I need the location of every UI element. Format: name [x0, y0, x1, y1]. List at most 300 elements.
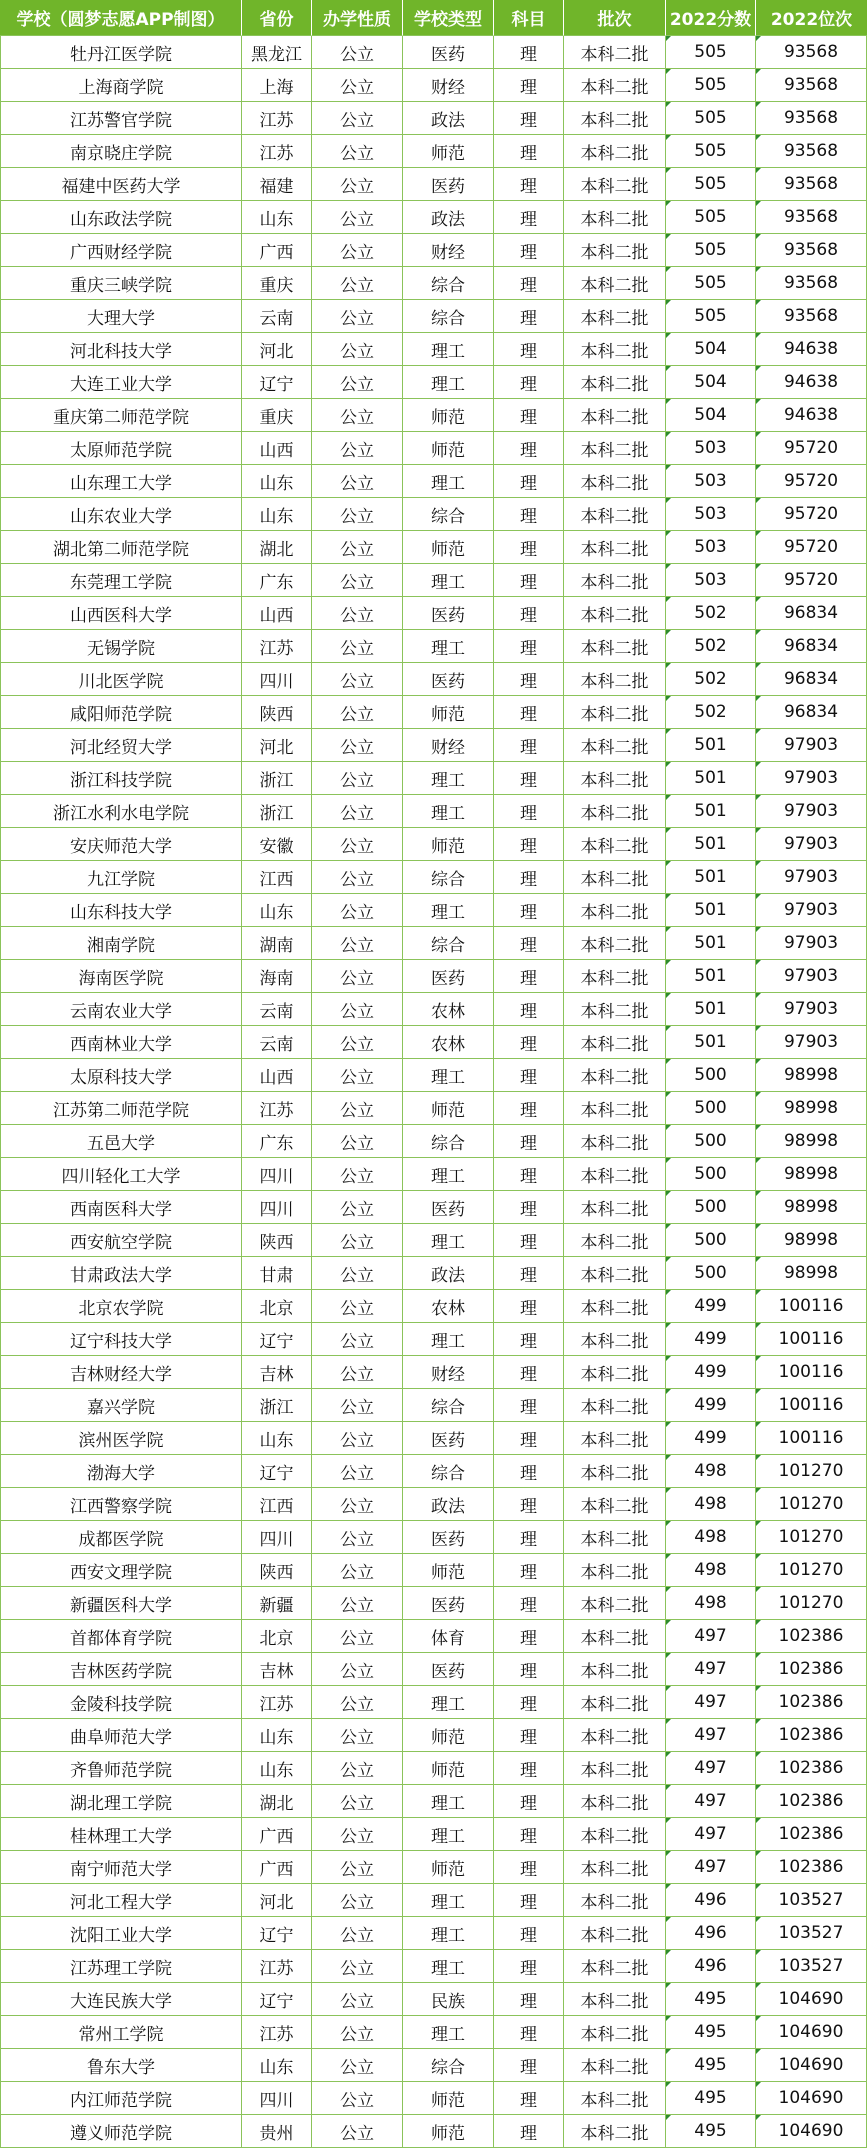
cell-school-type[interactable]: 农林	[403, 1026, 494, 1059]
cell-score[interactable]: 501	[666, 795, 756, 828]
cell-ownership[interactable]: 公立	[312, 993, 403, 1026]
cell-batch[interactable]: 本科二批	[564, 861, 666, 894]
cell-rank[interactable]: 101270	[756, 1554, 867, 1587]
cell-rank[interactable]: 102386	[756, 1686, 867, 1719]
cell-subject[interactable]: 理	[494, 1752, 564, 1785]
cell-school[interactable]: 大连民族大学	[0, 1983, 242, 2016]
cell-ownership[interactable]: 公立	[312, 1983, 403, 2016]
cell-ownership[interactable]: 公立	[312, 2115, 403, 2148]
cell-rank[interactable]: 101270	[756, 1488, 867, 1521]
table-row[interactable]	[0, 1521, 867, 1554]
cell-province[interactable]: 贵州	[242, 2115, 312, 2148]
cell-province[interactable]: 云南	[242, 1026, 312, 1059]
cell-school[interactable]: 曲阜师范大学	[0, 1719, 242, 1752]
cell-subject[interactable]: 理	[494, 201, 564, 234]
cell-score[interactable]: 495	[666, 2016, 756, 2049]
cell-batch[interactable]: 本科二批	[564, 1752, 666, 1785]
cell-score[interactable]: 500	[666, 1092, 756, 1125]
cell-ownership[interactable]: 公立	[312, 1059, 403, 1092]
cell-batch[interactable]: 本科二批	[564, 1884, 666, 1917]
cell-province[interactable]: 四川	[242, 1521, 312, 1554]
table-row[interactable]	[0, 1224, 867, 1257]
cell-score[interactable]: 501	[666, 762, 756, 795]
cell-school[interactable]: 安庆师范大学	[0, 828, 242, 861]
cell-ownership[interactable]: 公立	[312, 1686, 403, 1719]
cell-score[interactable]: 505	[666, 102, 756, 135]
cell-batch[interactable]: 本科二批	[564, 1059, 666, 1092]
cell-rank[interactable]: 100116	[756, 1323, 867, 1356]
cell-subject[interactable]: 理	[494, 1158, 564, 1191]
cell-batch[interactable]: 本科二批	[564, 1092, 666, 1125]
cell-ownership[interactable]: 公立	[312, 399, 403, 432]
cell-province[interactable]: 黑龙江	[242, 36, 312, 69]
cell-batch[interactable]: 本科二批	[564, 762, 666, 795]
cell-school-type[interactable]: 师范	[403, 1752, 494, 1785]
table-row[interactable]	[0, 861, 867, 894]
cell-province[interactable]: 江苏	[242, 1950, 312, 1983]
cell-ownership[interactable]: 公立	[312, 828, 403, 861]
cell-subject[interactable]: 理	[494, 1950, 564, 1983]
cell-ownership[interactable]: 公立	[312, 102, 403, 135]
cell-subject[interactable]: 理	[494, 861, 564, 894]
cell-score[interactable]: 505	[666, 234, 756, 267]
cell-school-type[interactable]: 政法	[403, 201, 494, 234]
cell-batch[interactable]: 本科二批	[564, 2082, 666, 2115]
cell-province[interactable]: 云南	[242, 300, 312, 333]
cell-ownership[interactable]: 公立	[312, 1158, 403, 1191]
cell-school[interactable]: 牡丹江医学院	[0, 36, 242, 69]
cell-subject[interactable]: 理	[494, 795, 564, 828]
cell-batch[interactable]: 本科二批	[564, 36, 666, 69]
cell-rank[interactable]: 94638	[756, 333, 867, 366]
table-row[interactable]	[0, 1587, 867, 1620]
cell-school-type[interactable]: 综合	[403, 1455, 494, 1488]
cell-subject[interactable]: 理	[494, 498, 564, 531]
cell-school-type[interactable]: 师范	[403, 828, 494, 861]
cell-score[interactable]: 502	[666, 663, 756, 696]
cell-province[interactable]: 福建	[242, 168, 312, 201]
cell-school-type[interactable]: 民族	[403, 1983, 494, 2016]
cell-batch[interactable]: 本科二批	[564, 1257, 666, 1290]
cell-batch[interactable]: 本科二批	[564, 1224, 666, 1257]
table-row[interactable]	[0, 1653, 867, 1686]
cell-score[interactable]: 500	[666, 1158, 756, 1191]
cell-ownership[interactable]: 公立	[312, 69, 403, 102]
cell-batch[interactable]: 本科二批	[564, 1917, 666, 1950]
cell-school[interactable]: 齐鲁师范学院	[0, 1752, 242, 1785]
cell-subject[interactable]: 理	[494, 927, 564, 960]
cell-batch[interactable]: 本科二批	[564, 564, 666, 597]
cell-province[interactable]: 江苏	[242, 1092, 312, 1125]
cell-ownership[interactable]: 公立	[312, 1818, 403, 1851]
cell-school-type[interactable]: 理工	[403, 762, 494, 795]
cell-ownership[interactable]: 公立	[312, 1884, 403, 1917]
cell-subject[interactable]: 理	[494, 1719, 564, 1752]
cell-batch[interactable]: 本科二批	[564, 894, 666, 927]
cell-rank[interactable]: 98998	[756, 1257, 867, 1290]
cell-batch[interactable]: 本科二批	[564, 1983, 666, 2016]
cell-score[interactable]: 500	[666, 1191, 756, 1224]
cell-school-type[interactable]: 体育	[403, 1620, 494, 1653]
cell-school-type[interactable]: 师范	[403, 1719, 494, 1752]
table-row[interactable]	[0, 894, 867, 927]
table-row[interactable]	[0, 267, 867, 300]
cell-ownership[interactable]: 公立	[312, 234, 403, 267]
cell-batch[interactable]: 本科二批	[564, 1950, 666, 1983]
cell-ownership[interactable]: 公立	[312, 1785, 403, 1818]
cell-rank[interactable]: 96834	[756, 597, 867, 630]
cell-rank[interactable]: 97903	[756, 795, 867, 828]
cell-school-type[interactable]: 财经	[403, 729, 494, 762]
cell-score[interactable]: 504	[666, 366, 756, 399]
cell-school[interactable]: 山东政法学院	[0, 201, 242, 234]
cell-school-type[interactable]: 师范	[403, 1092, 494, 1125]
cell-batch[interactable]: 本科二批	[564, 1554, 666, 1587]
cell-ownership[interactable]: 公立	[312, 597, 403, 630]
cell-school-type[interactable]: 医药	[403, 1521, 494, 1554]
table-row[interactable]	[0, 1455, 867, 1488]
table-row[interactable]	[0, 1290, 867, 1323]
cell-school-type[interactable]: 农林	[403, 993, 494, 1026]
cell-province[interactable]: 陕西	[242, 1554, 312, 1587]
cell-subject[interactable]: 理	[494, 1026, 564, 1059]
cell-school-type[interactable]: 财经	[403, 69, 494, 102]
cell-ownership[interactable]: 公立	[312, 696, 403, 729]
cell-province[interactable]: 海南	[242, 960, 312, 993]
cell-school-type[interactable]: 农林	[403, 1290, 494, 1323]
cell-ownership[interactable]: 公立	[312, 1488, 403, 1521]
cell-ownership[interactable]: 公立	[312, 1917, 403, 1950]
cell-subject[interactable]: 理	[494, 1884, 564, 1917]
cell-score[interactable]: 503	[666, 531, 756, 564]
cell-province[interactable]: 山东	[242, 1719, 312, 1752]
cell-province[interactable]: 山东	[242, 2049, 312, 2082]
cell-rank[interactable]: 103527	[756, 1884, 867, 1917]
cell-province[interactable]: 江苏	[242, 2016, 312, 2049]
table-row[interactable]	[0, 1323, 867, 1356]
cell-school-type[interactable]: 师范	[403, 1851, 494, 1884]
cell-school[interactable]: 成都医学院	[0, 1521, 242, 1554]
cell-school[interactable]: 江苏理工学院	[0, 1950, 242, 1983]
cell-score[interactable]: 497	[666, 1686, 756, 1719]
cell-rank[interactable]: 102386	[756, 1752, 867, 1785]
cell-score[interactable]: 501	[666, 960, 756, 993]
cell-province[interactable]: 江苏	[242, 102, 312, 135]
cell-school[interactable]: 咸阳师范学院	[0, 696, 242, 729]
cell-rank[interactable]: 98998	[756, 1125, 867, 1158]
cell-school[interactable]: 福建中医药大学	[0, 168, 242, 201]
cell-province[interactable]: 浙江	[242, 1389, 312, 1422]
table-row[interactable]	[0, 960, 867, 993]
table-row[interactable]	[0, 630, 867, 663]
cell-score[interactable]: 504	[666, 399, 756, 432]
cell-ownership[interactable]: 公立	[312, 1356, 403, 1389]
cell-school-type[interactable]: 财经	[403, 1356, 494, 1389]
cell-school[interactable]: 南京晓庄学院	[0, 135, 242, 168]
cell-school[interactable]: 山西医科大学	[0, 597, 242, 630]
table-row[interactable]	[0, 399, 867, 432]
cell-school[interactable]: 浙江科技学院	[0, 762, 242, 795]
cell-school-type[interactable]: 综合	[403, 1389, 494, 1422]
cell-rank[interactable]: 100116	[756, 1389, 867, 1422]
cell-score[interactable]: 500	[666, 1125, 756, 1158]
cell-score[interactable]: 495	[666, 1983, 756, 2016]
table-row[interactable]	[0, 1785, 867, 1818]
cell-subject[interactable]: 理	[494, 894, 564, 927]
cell-ownership[interactable]: 公立	[312, 1752, 403, 1785]
cell-school-type[interactable]: 师范	[403, 2115, 494, 2148]
cell-school[interactable]: 太原师范学院	[0, 432, 242, 465]
cell-school[interactable]: 辽宁科技大学	[0, 1323, 242, 1356]
cell-batch[interactable]: 本科二批	[564, 663, 666, 696]
cell-province[interactable]: 山东	[242, 498, 312, 531]
cell-rank[interactable]: 100116	[756, 1422, 867, 1455]
cell-rank[interactable]: 95720	[756, 465, 867, 498]
cell-batch[interactable]: 本科二批	[564, 2016, 666, 2049]
cell-school[interactable]: 重庆第二师范学院	[0, 399, 242, 432]
cell-score[interactable]: 499	[666, 1323, 756, 1356]
cell-province[interactable]: 吉林	[242, 1356, 312, 1389]
cell-school-type[interactable]: 政法	[403, 1257, 494, 1290]
table-row[interactable]	[0, 2115, 867, 2148]
cell-rank[interactable]: 97903	[756, 762, 867, 795]
cell-subject[interactable]: 理	[494, 1653, 564, 1686]
cell-ownership[interactable]: 公立	[312, 1554, 403, 1587]
cell-rank[interactable]: 93568	[756, 300, 867, 333]
table-row[interactable]	[0, 795, 867, 828]
cell-school-type[interactable]: 医药	[403, 168, 494, 201]
cell-subject[interactable]: 理	[494, 36, 564, 69]
cell-rank[interactable]: 100116	[756, 1356, 867, 1389]
table-row[interactable]	[0, 36, 867, 69]
cell-subject[interactable]: 理	[494, 1092, 564, 1125]
cell-rank[interactable]: 102386	[756, 1851, 867, 1884]
cell-subject[interactable]: 理	[494, 1587, 564, 1620]
cell-batch[interactable]: 本科二批	[564, 1719, 666, 1752]
cell-school[interactable]: 海南医学院	[0, 960, 242, 993]
table-row[interactable]	[0, 762, 867, 795]
cell-subject[interactable]: 理	[494, 1224, 564, 1257]
cell-school[interactable]: 四川轻化工大学	[0, 1158, 242, 1191]
cell-batch[interactable]: 本科二批	[564, 1785, 666, 1818]
cell-school-type[interactable]: 理工	[403, 1950, 494, 1983]
cell-province[interactable]: 广东	[242, 1125, 312, 1158]
cell-school[interactable]: 上海商学院	[0, 69, 242, 102]
cell-score[interactable]: 501	[666, 894, 756, 927]
cell-province[interactable]: 浙江	[242, 795, 312, 828]
cell-rank[interactable]: 96834	[756, 696, 867, 729]
cell-school[interactable]: 鲁东大学	[0, 2049, 242, 2082]
cell-province[interactable]: 江西	[242, 861, 312, 894]
cell-score[interactable]: 505	[666, 36, 756, 69]
cell-subject[interactable]: 理	[494, 102, 564, 135]
cell-school-type[interactable]: 理工	[403, 894, 494, 927]
cell-batch[interactable]: 本科二批	[564, 267, 666, 300]
cell-score[interactable]: 501	[666, 927, 756, 960]
cell-batch[interactable]: 本科二批	[564, 1356, 666, 1389]
table-row[interactable]	[0, 1884, 867, 1917]
cell-subject[interactable]: 理	[494, 1422, 564, 1455]
table-row[interactable]	[0, 1158, 867, 1191]
cell-school-type[interactable]: 财经	[403, 234, 494, 267]
cell-school[interactable]: 九江学院	[0, 861, 242, 894]
cell-batch[interactable]: 本科二批	[564, 300, 666, 333]
cell-subject[interactable]: 理	[494, 366, 564, 399]
cell-school[interactable]: 无锡学院	[0, 630, 242, 663]
table-row[interactable]	[0, 102, 867, 135]
cell-school[interactable]: 常州工学院	[0, 2016, 242, 2049]
cell-subject[interactable]: 理	[494, 1059, 564, 1092]
cell-rank[interactable]: 95720	[756, 531, 867, 564]
cell-school-type[interactable]: 理工	[403, 630, 494, 663]
cell-school-type[interactable]: 师范	[403, 399, 494, 432]
cell-score[interactable]: 498	[666, 1455, 756, 1488]
cell-school-type[interactable]: 师范	[403, 1554, 494, 1587]
cell-school-type[interactable]: 政法	[403, 1488, 494, 1521]
cell-province[interactable]: 陕西	[242, 1224, 312, 1257]
cell-score[interactable]: 501	[666, 993, 756, 1026]
cell-rank[interactable]: 104690	[756, 1983, 867, 2016]
cell-ownership[interactable]: 公立	[312, 564, 403, 597]
cell-batch[interactable]: 本科二批	[564, 597, 666, 630]
cell-school[interactable]: 桂林理工大学	[0, 1818, 242, 1851]
table-row[interactable]	[0, 1488, 867, 1521]
cell-school[interactable]: 吉林财经大学	[0, 1356, 242, 1389]
cell-score[interactable]: 503	[666, 498, 756, 531]
cell-ownership[interactable]: 公立	[312, 36, 403, 69]
cell-school-type[interactable]: 医药	[403, 663, 494, 696]
cell-score[interactable]: 503	[666, 564, 756, 597]
cell-ownership[interactable]: 公立	[312, 333, 403, 366]
cell-subject[interactable]: 理	[494, 168, 564, 201]
cell-rank[interactable]: 97903	[756, 927, 867, 960]
cell-province[interactable]: 吉林	[242, 1653, 312, 1686]
cell-score[interactable]: 496	[666, 1950, 756, 1983]
cell-school-type[interactable]: 理工	[403, 1818, 494, 1851]
table-row[interactable]	[0, 1818, 867, 1851]
cell-school-type[interactable]: 理工	[403, 2016, 494, 2049]
cell-subject[interactable]: 理	[494, 729, 564, 762]
cell-rank[interactable]: 103527	[756, 1950, 867, 1983]
table-row[interactable]	[0, 2082, 867, 2115]
cell-school[interactable]: 山东理工大学	[0, 465, 242, 498]
cell-school[interactable]: 大连工业大学	[0, 366, 242, 399]
cell-province[interactable]: 甘肃	[242, 1257, 312, 1290]
table-row[interactable]	[0, 135, 867, 168]
cell-province[interactable]: 河北	[242, 333, 312, 366]
cell-school-type[interactable]: 综合	[403, 498, 494, 531]
table-row[interactable]	[0, 1620, 867, 1653]
cell-ownership[interactable]: 公立	[312, 1521, 403, 1554]
cell-batch[interactable]: 本科二批	[564, 795, 666, 828]
cell-rank[interactable]: 98998	[756, 1059, 867, 1092]
cell-score[interactable]: 497	[666, 1752, 756, 1785]
cell-batch[interactable]: 本科二批	[564, 1488, 666, 1521]
cell-subject[interactable]: 理	[494, 1323, 564, 1356]
cell-batch[interactable]: 本科二批	[564, 1158, 666, 1191]
cell-ownership[interactable]: 公立	[312, 300, 403, 333]
cell-subject[interactable]: 理	[494, 1389, 564, 1422]
cell-subject[interactable]: 理	[494, 564, 564, 597]
cell-school-type[interactable]: 理工	[403, 1059, 494, 1092]
table-row[interactable]	[0, 1191, 867, 1224]
cell-rank[interactable]: 93568	[756, 69, 867, 102]
table-row[interactable]	[0, 1851, 867, 1884]
cell-batch[interactable]: 本科二批	[564, 630, 666, 663]
cell-score[interactable]: 504	[666, 333, 756, 366]
table-row[interactable]	[0, 333, 867, 366]
table-row[interactable]	[0, 828, 867, 861]
cell-rank[interactable]: 98998	[756, 1224, 867, 1257]
table-row[interactable]	[0, 1719, 867, 1752]
cell-province[interactable]: 辽宁	[242, 1983, 312, 2016]
cell-batch[interactable]: 本科二批	[564, 828, 666, 861]
cell-school-type[interactable]: 理工	[403, 1323, 494, 1356]
cell-school[interactable]: 西安文理学院	[0, 1554, 242, 1587]
cell-ownership[interactable]: 公立	[312, 498, 403, 531]
cell-subject[interactable]: 理	[494, 69, 564, 102]
cell-ownership[interactable]: 公立	[312, 1620, 403, 1653]
cell-score[interactable]: 495	[666, 2082, 756, 2115]
cell-province[interactable]: 辽宁	[242, 1323, 312, 1356]
cell-batch[interactable]: 本科二批	[564, 201, 666, 234]
cell-school[interactable]: 江苏第二师范学院	[0, 1092, 242, 1125]
cell-batch[interactable]: 本科二批	[564, 531, 666, 564]
cell-school[interactable]: 五邑大学	[0, 1125, 242, 1158]
cell-ownership[interactable]: 公立	[312, 861, 403, 894]
cell-province[interactable]: 重庆	[242, 267, 312, 300]
table-row[interactable]	[0, 564, 867, 597]
cell-score[interactable]: 502	[666, 696, 756, 729]
cell-subject[interactable]: 理	[494, 2016, 564, 2049]
cell-rank[interactable]: 93568	[756, 234, 867, 267]
cell-batch[interactable]: 本科二批	[564, 432, 666, 465]
cell-school[interactable]: 西南林业大学	[0, 1026, 242, 1059]
cell-school[interactable]: 湖北理工学院	[0, 1785, 242, 1818]
cell-score[interactable]: 503	[666, 432, 756, 465]
cell-score[interactable]: 505	[666, 300, 756, 333]
table-row[interactable]	[0, 1917, 867, 1950]
cell-school-type[interactable]: 综合	[403, 267, 494, 300]
cell-rank[interactable]: 93568	[756, 102, 867, 135]
cell-batch[interactable]: 本科二批	[564, 1389, 666, 1422]
cell-province[interactable]: 广西	[242, 1851, 312, 1884]
table-row[interactable]	[0, 531, 867, 564]
cell-rank[interactable]: 96834	[756, 630, 867, 663]
cell-province[interactable]: 山东	[242, 1752, 312, 1785]
cell-school[interactable]: 河北工程大学	[0, 1884, 242, 1917]
cell-batch[interactable]: 本科二批	[564, 729, 666, 762]
cell-score[interactable]: 497	[666, 1653, 756, 1686]
cell-province[interactable]: 云南	[242, 993, 312, 1026]
cell-province[interactable]: 江西	[242, 1488, 312, 1521]
cell-school[interactable]: 吉林医药学院	[0, 1653, 242, 1686]
cell-rank[interactable]: 95720	[756, 564, 867, 597]
cell-score[interactable]: 500	[666, 1059, 756, 1092]
cell-ownership[interactable]: 公立	[312, 1389, 403, 1422]
cell-subject[interactable]: 理	[494, 333, 564, 366]
cell-batch[interactable]: 本科二批	[564, 1521, 666, 1554]
cell-rank[interactable]: 97903	[756, 1026, 867, 1059]
cell-school[interactable]: 山东科技大学	[0, 894, 242, 927]
cell-province[interactable]: 山东	[242, 1422, 312, 1455]
table-row[interactable]	[0, 432, 867, 465]
cell-ownership[interactable]: 公立	[312, 201, 403, 234]
cell-rank[interactable]: 98998	[756, 1191, 867, 1224]
cell-school-type[interactable]: 医药	[403, 1587, 494, 1620]
cell-school-type[interactable]: 理工	[403, 465, 494, 498]
cell-rank[interactable]: 102386	[756, 1719, 867, 1752]
